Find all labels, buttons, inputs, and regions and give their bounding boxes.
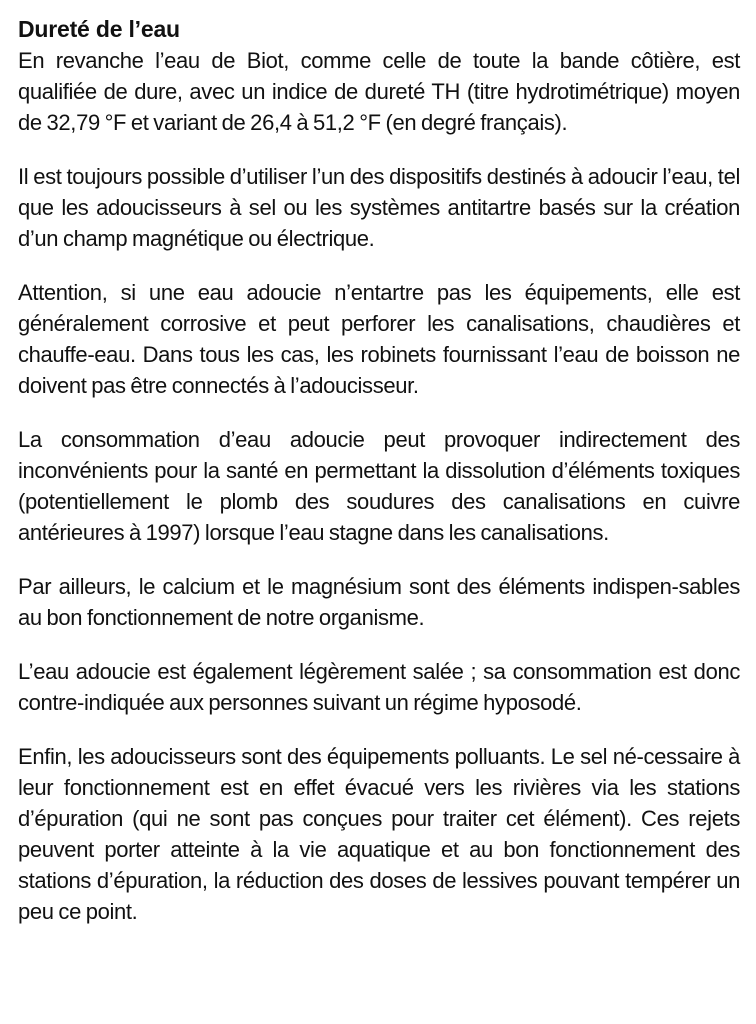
page-title: Dureté de l’eau bbox=[18, 16, 180, 42]
paragraph-corrosion-warning: Attention, si une eau adoucie n’entartre pas les équipements, elle est généralement corrosive et peut perforer les canalisations, chaudières et chauffe-eau. Dans tous les cas, les robinets fournissant l’eau de boisson ne doivent pas être connectés à l’adoucisseur. bbox=[18, 280, 740, 398]
paragraph-pollution: Enfin, les adoucisseurs sont des équipements polluants. Le sel né-cessaire à leur fonctionnement est en effet évacué vers les rivières via les stations d’épuration (qui ne sont pas conçues pour traiter cet élément). Ces rejets peuvent porter atteinte à la vie aquatique et au bon fonctionnement des stations d’épuration, la réduction des doses de lessives pouvant tempérer un peu ce point. bbox=[18, 744, 740, 924]
paragraph-softening-devices: Il est toujours possible d’utiliser l’un des dispositifs destinés à adoucir l’eau, tel que les adoucisseurs à sel ou les systèmes antitartre basés sur la création d’un champ magnétique ou électrique. bbox=[18, 164, 740, 251]
paragraph-minerals: Par ailleurs, le calcium et le magnésium sont des éléments indispen-sables au bon fonctionnement de notre organisme. bbox=[18, 574, 740, 630]
paragraph-health-risks: La consommation d’eau adoucie peut provoquer indirectement des inconvénients pour la santé en permettant la dissolution d’éléments toxiques (potentiellement le plomb des soudures des canalisations en cuivre antérieures à 1997) lorsque l’eau stagne dans les canalisations. bbox=[18, 427, 740, 545]
paragraph-water-hardness: En revanche l’eau de Biot, comme celle de toute la bande côtière, est qualifiée de dure, avec un indice de dureté TH (titre hydrotimétrique) moyen de 32,79 °F et variant de 26,4 à 51,2 °F (en degré français). bbox=[18, 48, 740, 135]
paragraph-salted-water: L’eau adoucie est également légèrement salée ; sa consommation est donc contre-indiquée aux personnes suivant un régime hyposodé. bbox=[18, 659, 740, 715]
